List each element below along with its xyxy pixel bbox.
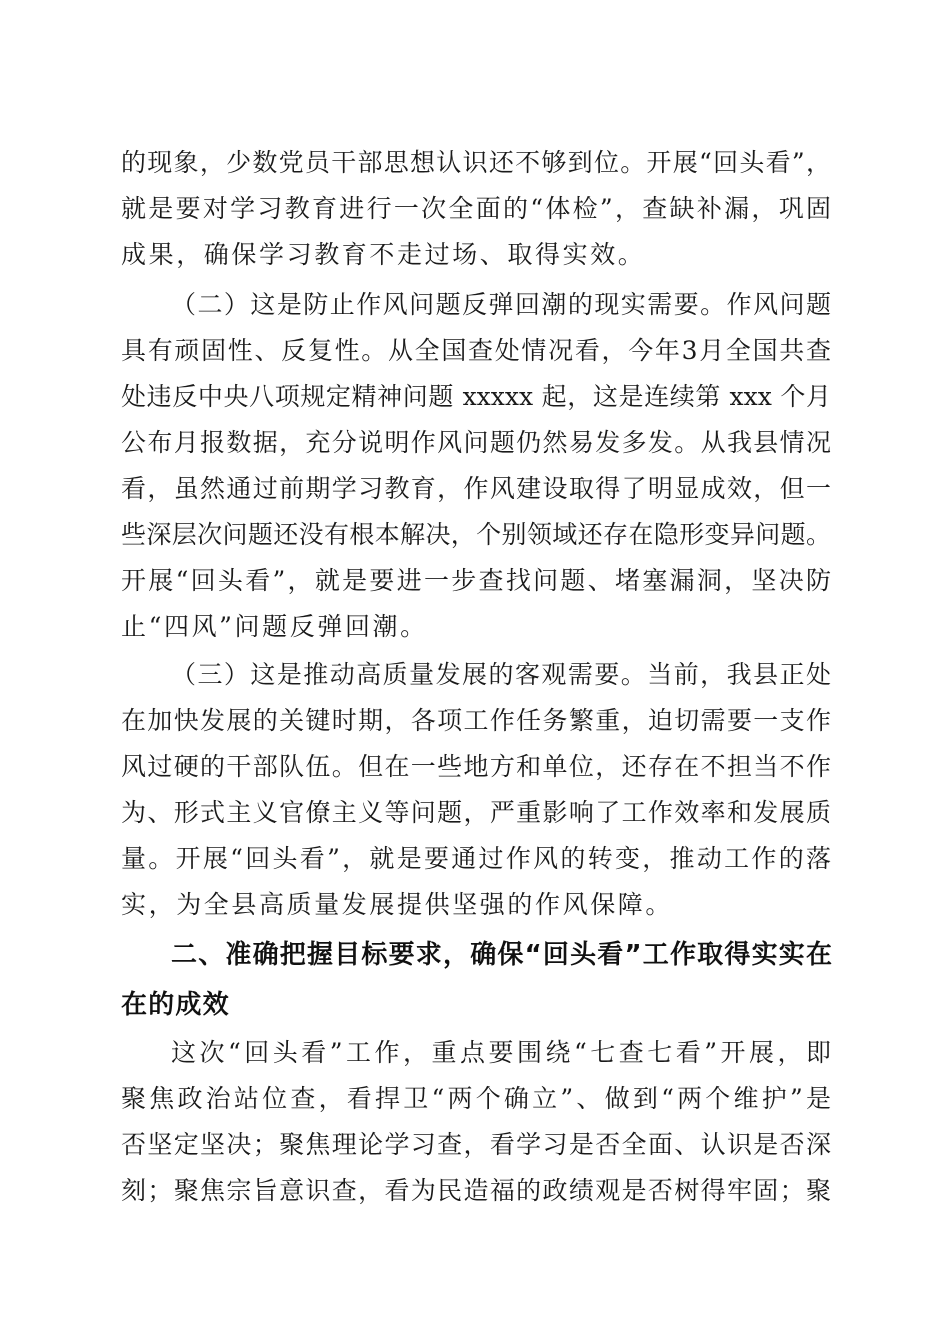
text-line: 在加快发展的关键时期，各项工作任务繁重，迫切需要一支作 xyxy=(121,706,831,735)
text-line: （三）这是推动高质量发展的客观需要。当前，我县正处 xyxy=(171,660,831,689)
paragraph-3 xyxy=(121,652,831,928)
text-line: 实，为全县高质量发展提供坚强的作风保障。 xyxy=(121,890,674,919)
text-line: 否坚定坚决；聚焦理论学习查，看学习是否全面、认识是否深 xyxy=(121,1130,831,1159)
text-line: 成果，确保学习教育不走过场、取得实效。 xyxy=(121,240,646,269)
text-line: 量。开展“回头看”，就是要通过作风的转变，推动工作的落 xyxy=(121,844,831,873)
paragraph-2 xyxy=(121,282,831,650)
text-line: 具有顽固性、反复性。从全国查处情况看，今年3月全国共查 xyxy=(121,336,831,365)
text-line: 为、形式主义官僚主义等问题，严重影响了工作效率和发展质 xyxy=(121,798,831,827)
text-line: 处违反中央八项规定精神问题 xxxxx 起，这是连续第 xxx 个月 xyxy=(121,382,831,411)
document-body xyxy=(121,140,834,1214)
section-heading xyxy=(121,930,834,1030)
text-line: 开展“回头看”，就是要进一步查找问题、堵塞漏洞，坚决防 xyxy=(121,566,831,595)
text-line: （二）这是防止作风问题反弹回潮的现实需要。作风问题 xyxy=(171,290,831,319)
text-line: 刻；聚焦宗旨意识查，看为民造福的政绩观是否树得牢固；聚 xyxy=(121,1176,831,1205)
text-line: 公布月报数据，充分说明作风问题仍然易发多发。从我县情况 xyxy=(121,428,831,457)
paragraph-1 xyxy=(121,140,831,278)
text-line: 的现象，少数党员干部思想认识还不够到位。开展“回头看”， xyxy=(121,148,831,177)
heading-line: 二、准确把握目标要求，确保“回头看”工作取得实实在 xyxy=(171,940,834,970)
text-line: 聚焦政治站位查，看捍卫“两个确立”、做到“两个维护”是 xyxy=(121,1084,831,1113)
text-line: 风过硬的干部队伍。但在一些地方和单位，还存在不担当不作 xyxy=(121,752,831,781)
text-line: 这次“回头看”工作，重点要围绕“七查七看”开展，即 xyxy=(171,1038,831,1067)
text-line: 止“四风”问题反弹回潮。 xyxy=(121,612,428,641)
heading-line: 在的成效 xyxy=(121,990,230,1020)
text-line: 就是要对学习教育进行一次全面的“体检”，查缺补漏，巩固 xyxy=(121,194,831,223)
paragraph-4 xyxy=(121,1030,831,1214)
text-line: 些深层次问题还没有根本解决，个别领域还存在隐形变异问题。 xyxy=(121,520,831,549)
text-line: 看，虽然通过前期学习教育，作风建设取得了明显成效，但一 xyxy=(121,474,831,503)
